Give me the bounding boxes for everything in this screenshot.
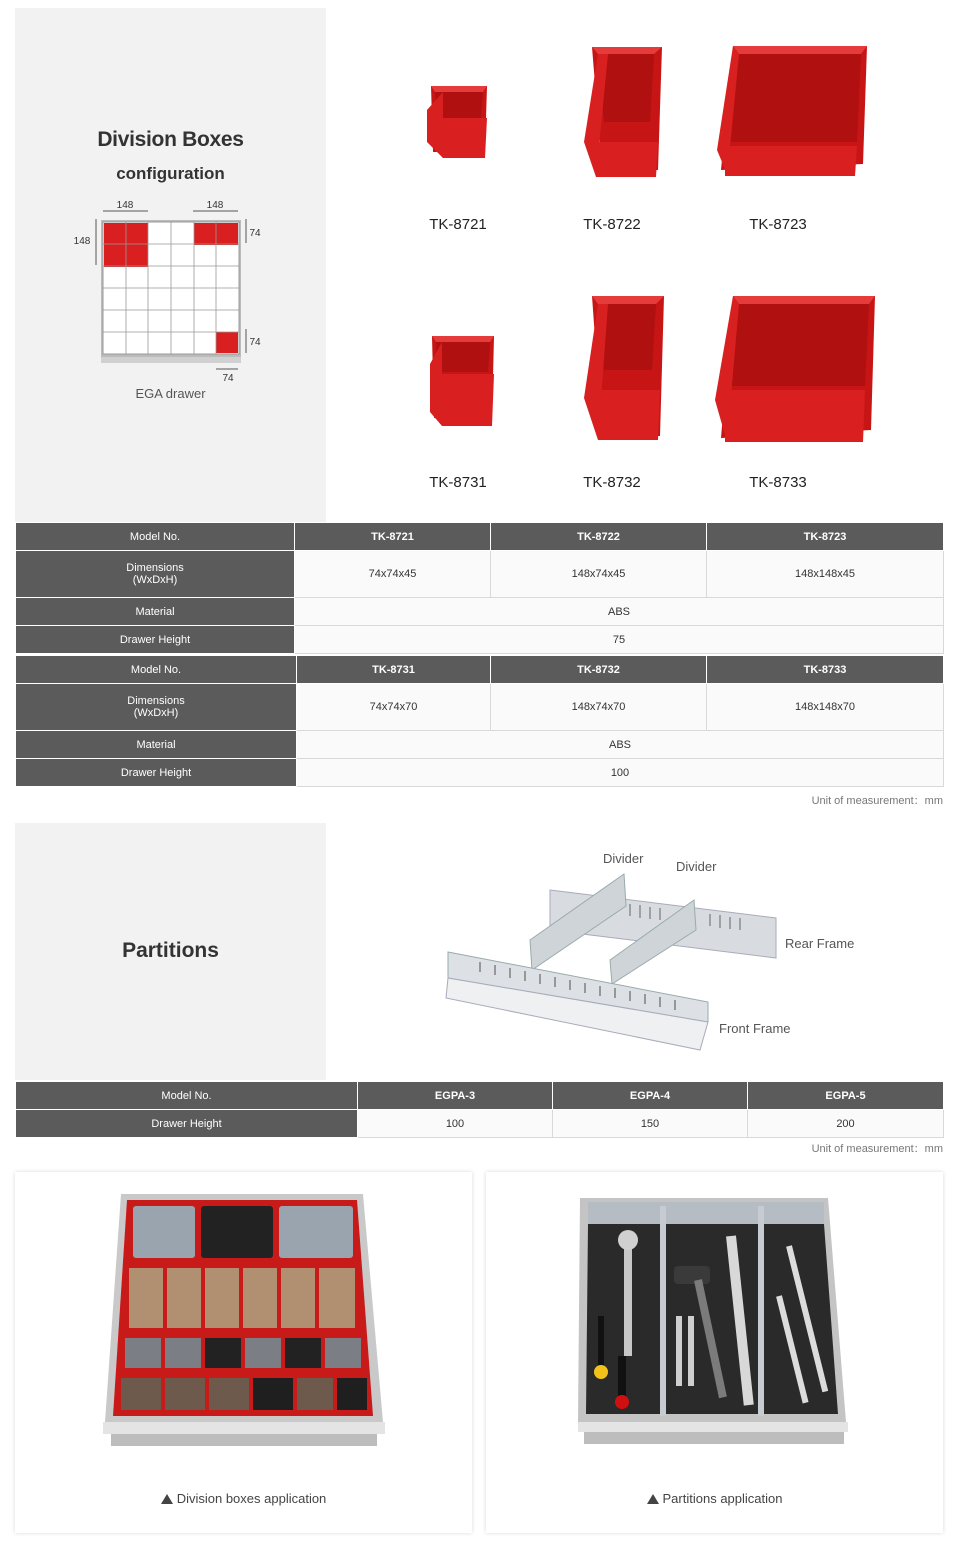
row-header-model: Model No. [16,1082,358,1110]
ega-drawer-configuration-diagram [70,193,270,383]
model-cell: TK-8731 [297,656,491,684]
product-label: TK-8733 [749,474,807,491]
dimensions-unit-label: (WxDxH) [132,574,178,586]
row-header-material: Material [16,731,297,759]
product-tk-8731 [383,332,533,491]
dimensions-label: Dimensions [126,562,184,574]
triangle-up-icon [161,1494,173,1504]
red-box-small-icon [413,78,503,168]
model-cell: TK-8733 [707,656,944,684]
red-box-large-tall-icon [703,290,879,446]
material-cell: ABS [295,598,944,626]
divider-label-2: Divider [676,859,717,874]
dimensions-label: Dimensions [127,695,185,707]
model-cell: TK-8723 [707,523,944,551]
divider-label-1: Divider [603,851,644,866]
triangle-up-icon [647,1494,659,1504]
partitions-title: Partitions [122,939,219,962]
row-header-model: Model No. [16,656,297,684]
drawer-height-cell: 150 [553,1110,748,1138]
dimension-cell: 148x74x45 [491,551,707,598]
division-boxes-title: Division Boxes [97,128,244,151]
unit-note: Unit of measurement：mm [811,1143,943,1155]
row-header-dimensions [16,684,297,731]
model-cell: TK-8732 [491,656,707,684]
division-application-caption-text: Division boxes application [176,1491,327,1506]
row-header-drawer-height: Drawer Height [16,1110,358,1138]
product-tk-8721 [383,78,533,233]
dim-right-top: 74 [249,228,261,239]
model-cell: EGPA-3 [358,1082,553,1110]
row-header-drawer-height: Drawer Height [16,626,295,654]
dimension-cell: 148x74x70 [491,684,707,731]
division-boxes-application-card [15,1172,472,1533]
model-cell: TK-8722 [491,523,707,551]
row-header-drawer-height: Drawer Height [16,759,297,787]
partitions-drawer-photo [576,1196,852,1450]
product-tk-8732 [537,290,687,491]
unit-note: Unit of measurement：mm [811,795,943,807]
dimensions-unit-label: (WxDxH) [133,707,179,719]
spec-table-tk-872x [15,522,944,654]
front-frame-label: Front Frame [719,1021,791,1036]
row-header-model: Model No. [16,523,295,551]
dimension-cell: 148x148x45 [707,551,944,598]
division-application-caption [15,1491,472,1506]
partitions-application-card [486,1172,943,1533]
drawer-height-cell: 100 [358,1110,553,1138]
product-label: TK-8721 [429,216,487,233]
product-tk-8733 [703,290,853,491]
product-label: TK-8723 [749,216,807,233]
drawer-height-cell: 75 [295,626,944,654]
dim-top-right: 148 [206,200,224,211]
dim-left: 148 [73,236,91,247]
model-cell: TK-8721 [295,523,491,551]
dim-right-bottom: 74 [249,337,261,348]
model-cell: EGPA-4 [553,1082,748,1110]
red-box-large-icon [703,42,873,182]
dimension-cell: 74x74x70 [297,684,491,731]
division-boxes-panel [15,8,326,522]
ega-drawer-caption: EGA drawer [135,386,206,401]
red-box-small-tall-icon [408,332,508,432]
division-boxes-drawer-photo [101,1192,387,1452]
red-box-medium-icon [552,42,672,182]
product-label: TK-8732 [583,474,641,491]
product-label: TK-8722 [583,216,641,233]
configuration-subtitle: configuration [116,164,225,183]
drawer-height-cell: 200 [748,1110,944,1138]
partitions-application-caption-text: Partitions application [662,1491,783,1506]
material-cell: ABS [297,731,944,759]
spec-table-partitions [15,1081,944,1138]
drawer-height-cell: 100 [297,759,944,787]
partitions-application-caption [486,1491,943,1506]
dim-bottom: 74 [222,373,234,383]
dimension-cell: 148x148x70 [707,684,944,731]
partitions-panel [15,823,326,1080]
dim-top-left: 148 [116,200,134,211]
row-header-material: Material [16,598,295,626]
product-label: TK-8731 [429,474,487,491]
product-tk-8722 [537,42,687,233]
spec-table-tk-873x [15,655,944,787]
red-box-medium-tall-icon [552,290,672,446]
row-header-dimensions [16,551,295,598]
product-tk-8723 [703,42,853,233]
dimension-cell: 74x74x45 [295,551,491,598]
rear-frame-label: Rear Frame [785,936,855,951]
model-cell: EGPA-5 [748,1082,944,1110]
